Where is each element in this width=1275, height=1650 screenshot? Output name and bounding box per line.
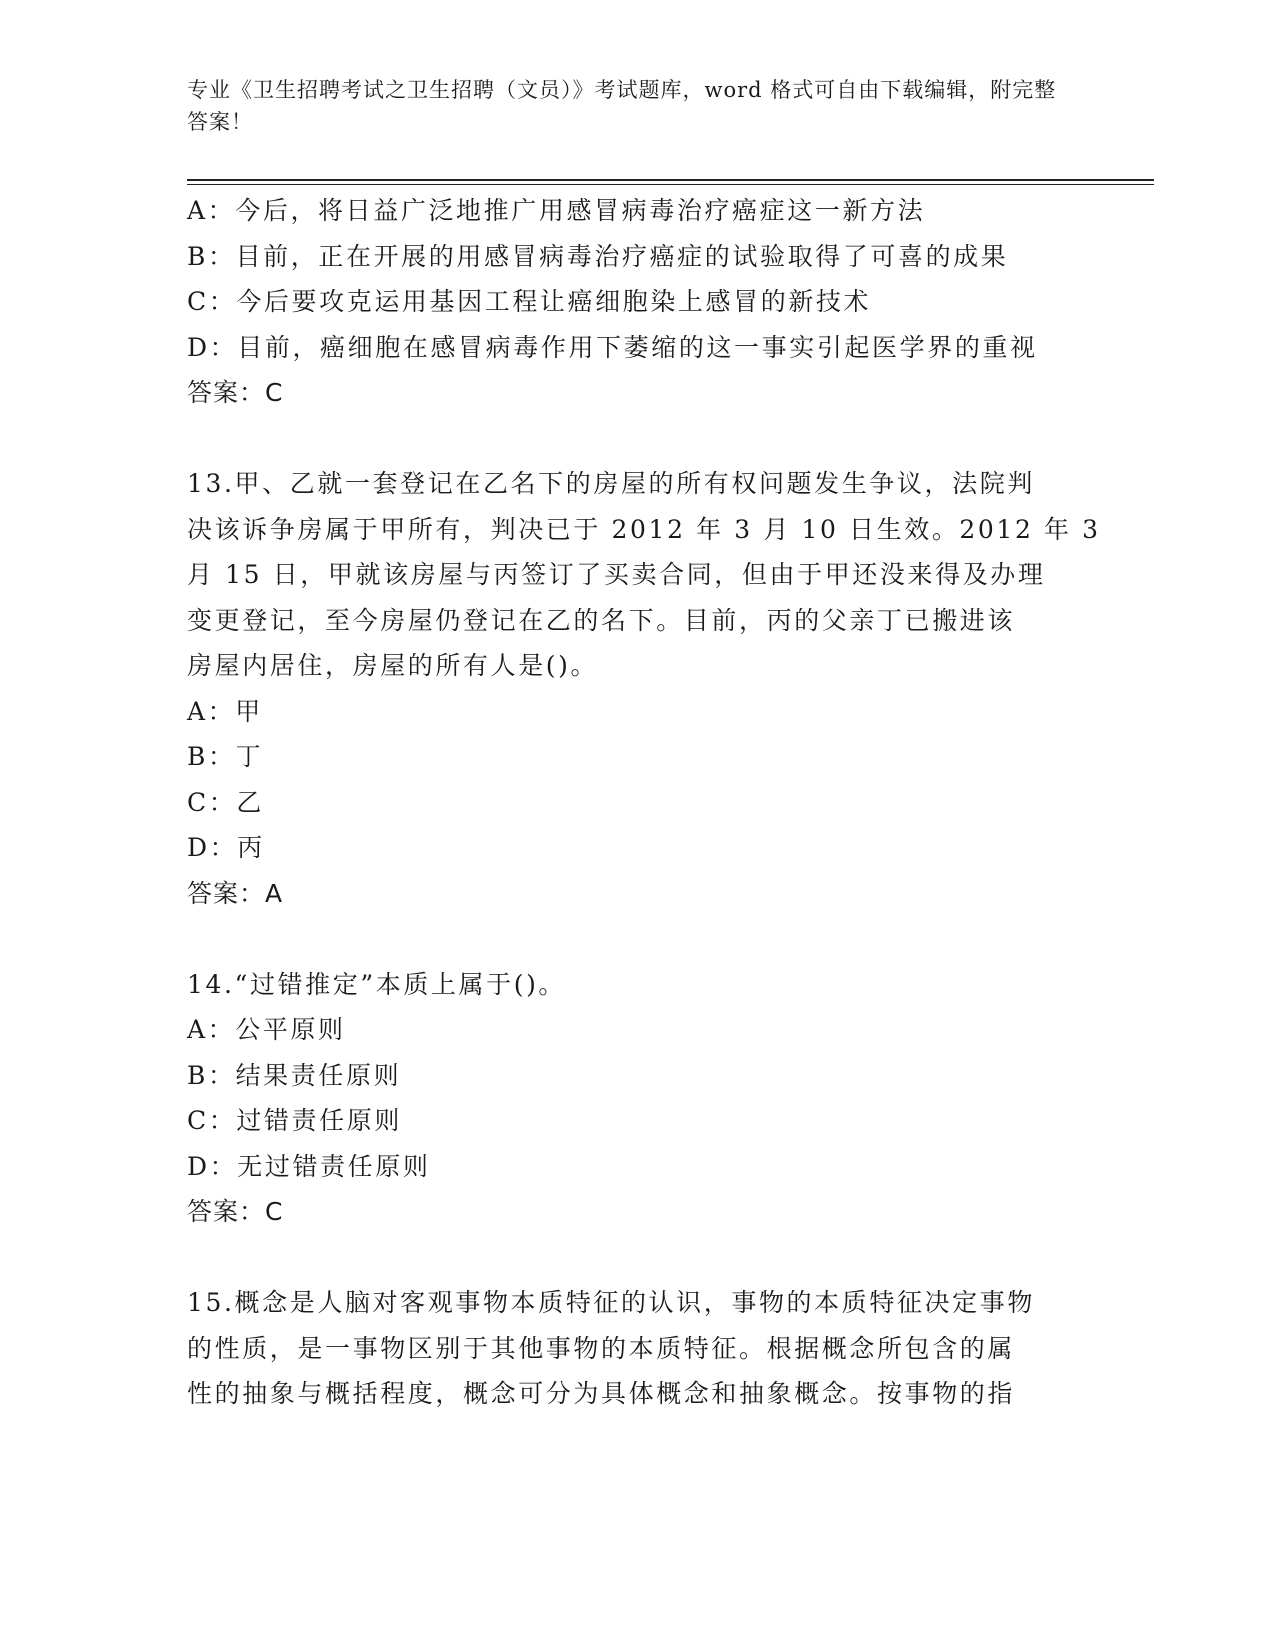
header-divider-thick (187, 179, 1154, 181)
header-divider-thin (187, 184, 1154, 185)
option-a: A：公平原则 (187, 1015, 346, 1044)
question-12 (187, 188, 1077, 416)
question-text-line: 15.概念是人脑对客观事物本质特征的认识，事物的本质特征决定事物 (187, 1288, 1035, 1317)
answer: 答案：C (187, 378, 284, 407)
question-text-line: 的性质，是一事物区别于其他事物的本质特征。根据概念所包含的属 (187, 1333, 1016, 1363)
question-text-line: 性的抽象与概括程度，概念可分为具体概念和抽象概念。按事物的指 (187, 1379, 1016, 1408)
answer: 答案：C (187, 1197, 284, 1226)
option-d: D：无过错责任原则 (187, 1151, 431, 1181)
option-c: C：今后要攻克运用基因工程让癌细胞染上感冒的新技术 (187, 287, 872, 316)
question-text-line: 月 15 日，甲就该房屋与丙签订了买卖合同，但由于甲还没来得及办理 (187, 560, 1046, 589)
option-a: A：甲 (187, 696, 263, 726)
question-content (187, 188, 1101, 1417)
option-b: B：丁 (187, 742, 264, 771)
spacer (187, 1235, 1077, 1281)
document-header (187, 74, 1067, 138)
question-text-line: 房屋内居住，房屋的所有人是()。 (187, 651, 599, 680)
question-13 (187, 461, 1101, 916)
question-text-line: 决该诉争房属于甲所有，判决已于 2012 年 3 月 10 日生效。2012 年 3 (187, 514, 1101, 544)
spacer (187, 416, 1077, 462)
question-text-line: 14.“过错推定”本质上属于()。 (187, 969, 567, 999)
header-text: 专业《卫生招聘考试之卫生招聘（文员）》考试题库，word 格式可自由下载编辑，附完整答案！ (187, 78, 1057, 134)
option-b: B：结果责任原则 (187, 1060, 402, 1090)
option-b: B：目前，正在开展的用感冒病毒治疗癌症的试验取得了可喜的成果 (187, 241, 1009, 271)
option-a: A：今后，将日益广泛地推广用感冒病毒治疗癌症这一新方法 (187, 196, 926, 225)
option-d: D：目前，癌细胞在感冒病毒作用下萎缩的这一事实引起医学界的重视 (187, 332, 1038, 362)
question-text-line: 变更登记，至今房屋仍登记在乙的名下。目前，丙的父亲丁已搬进该 (187, 605, 1016, 635)
option-d: D：丙 (187, 833, 265, 862)
question-15 (187, 1280, 1077, 1417)
option-c: C：过错责任原则 (187, 1106, 402, 1135)
question-text-line: 13.甲、乙就一套登记在乙名下的房屋的所有权问题发生争议，法院判 (187, 469, 1035, 498)
answer: 答案：A (187, 878, 284, 908)
option-c: C：乙 (187, 787, 264, 817)
spacer (187, 916, 1077, 962)
question-14 (187, 962, 1077, 1235)
